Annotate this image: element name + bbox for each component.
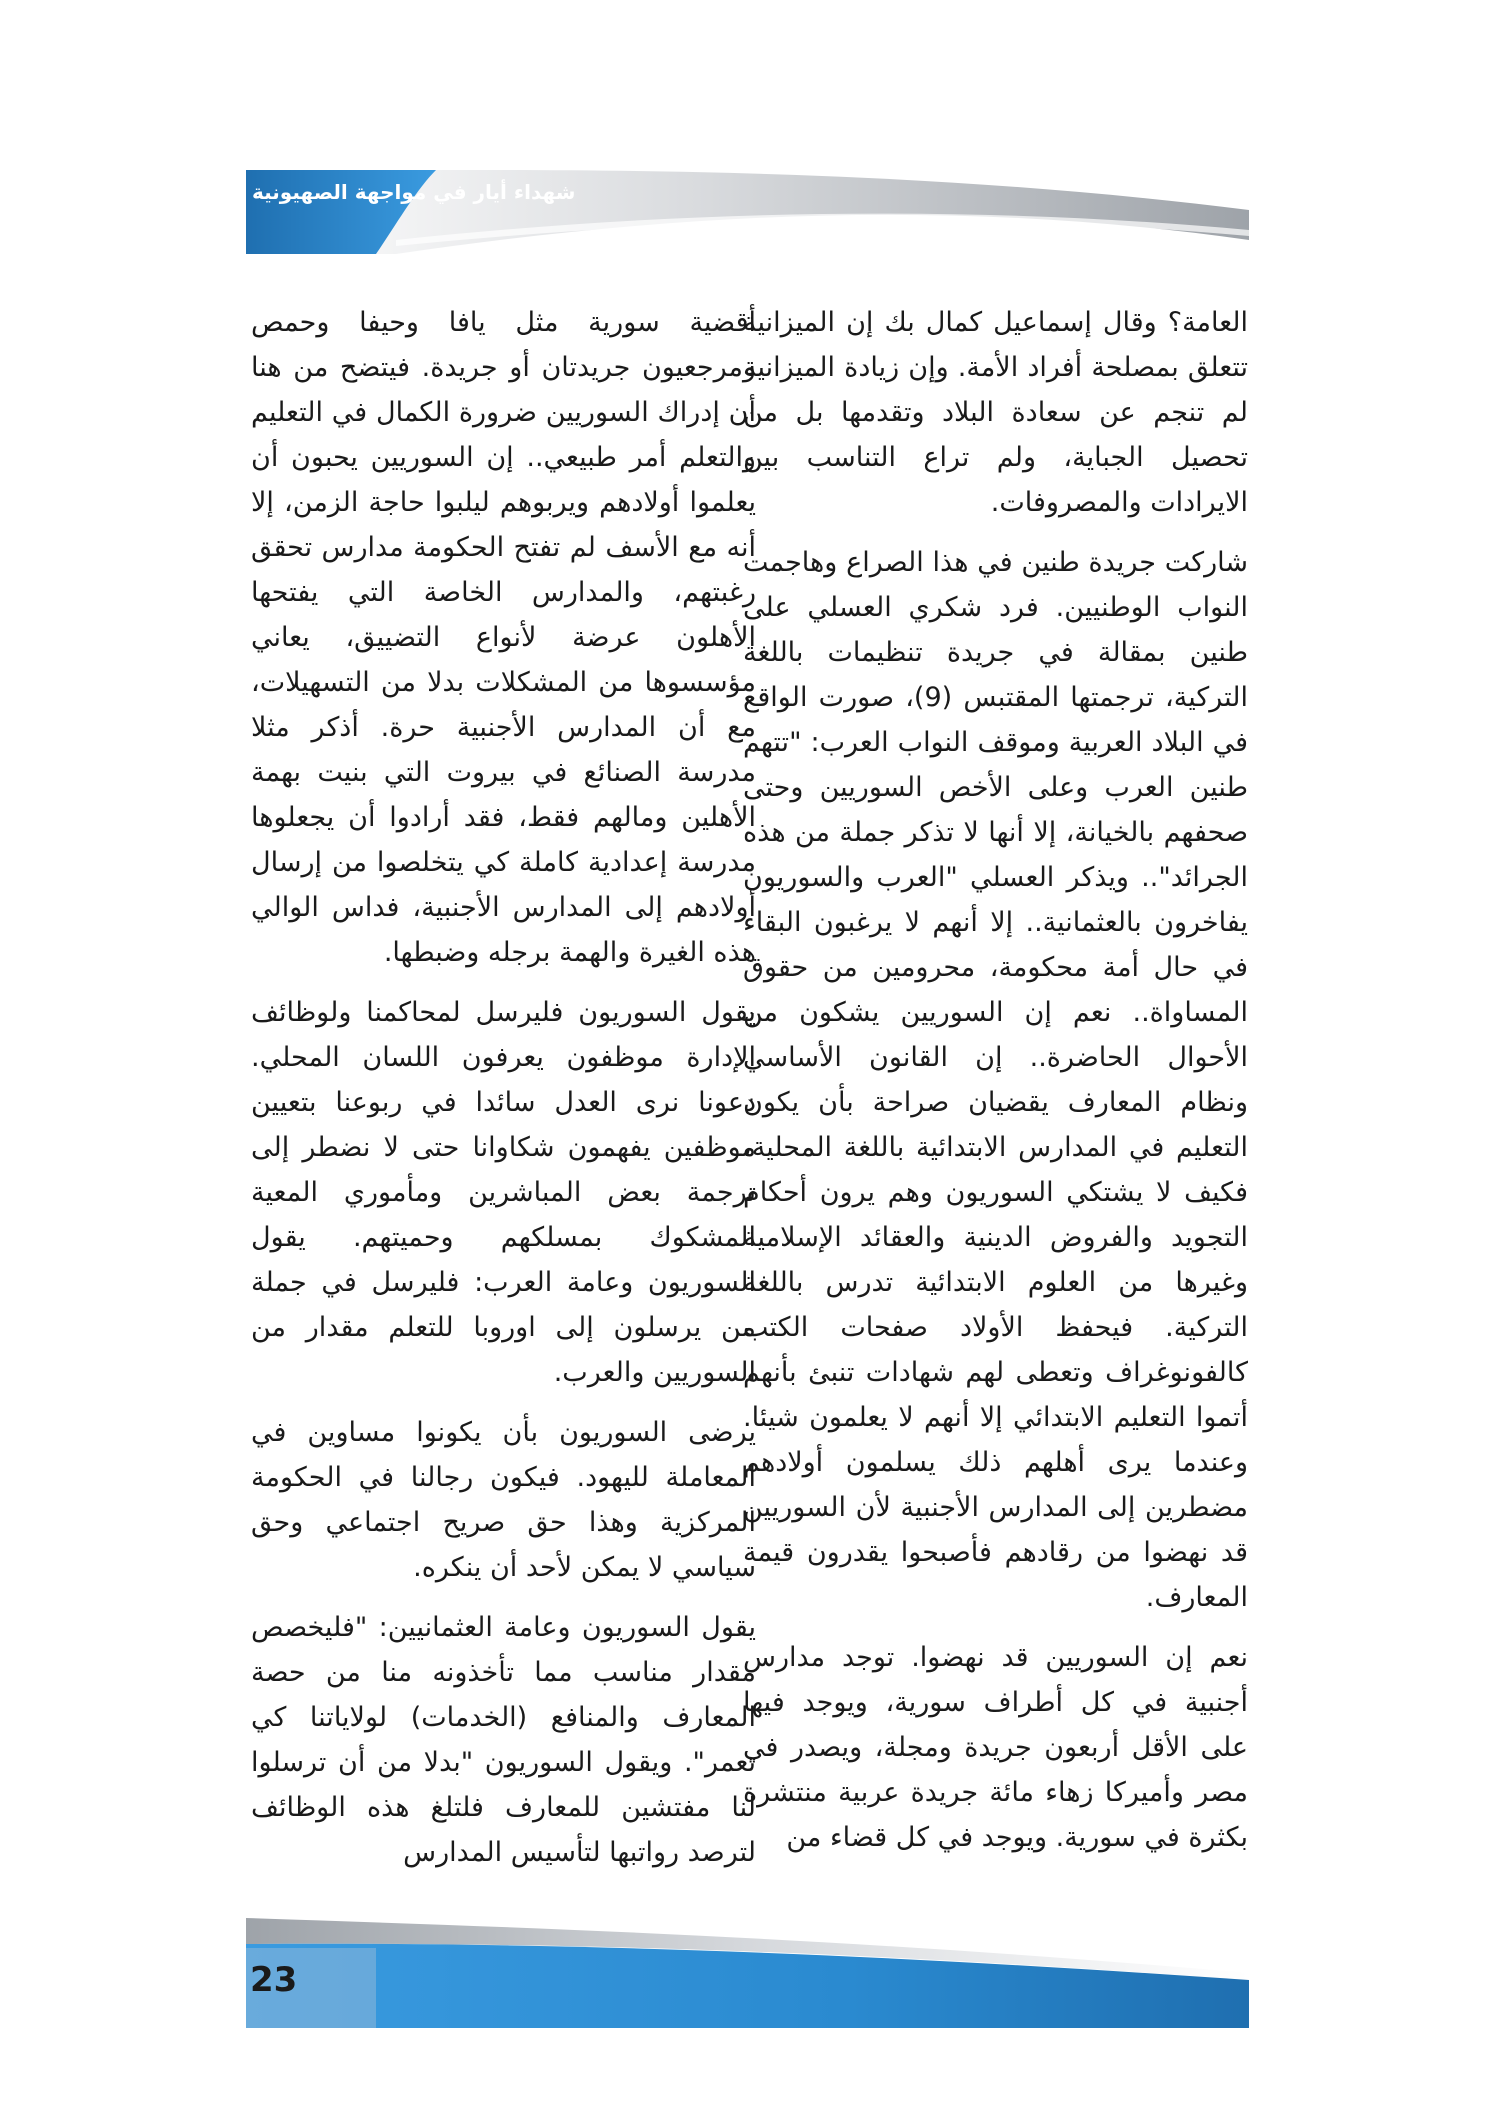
paragraph: نعم إن السوريين قد نهضوا. توجد مدارس أجنبية في كل أطراف سورية، ويوجد فيها على الأقل أربعون جريدة ومجلة، ويصدر في مصر وأميركا زهاء مائة جريدة عربية منتشرة بكثرة في سورية. ويوجد في كل قضاء من bbox=[743, 1642, 1248, 1853]
paragraph: يقول السوريون وعامة العثمانيين: "فليخصص مقدار مناسب مما تأخذونه منا من حصة المعارف والمنافع (الخدمات) لولاياتنا كي تعمر". ويقول السوريون "بدلا من أن ترسلوا لنا مفتشين للمعارف فلتلغ هذه الوظائف لترصد رواتبها لتأسيس المدارس bbox=[251, 1612, 756, 1868]
paragraph: يقول السوريون فليرسل لمحاكمنا ولوظائف الإدارة موظفون يعرفون اللسان المحلي. دعونا نرى العدل سائدا في ربوعنا بتعيين موظفين يفهمون شكاوانا حتى لا نضطر إلى ترجمة بعض المباشرين ومأموري المعية المشكوك بمسلكهم وحميتهم. يقول السوريون وعامة العرب: فليرسل في جملة من يرسلون إلى اوروبا للتعلم مقدار من السوريين والعرب. bbox=[251, 997, 756, 1388]
footer-swoosh-graphic bbox=[246, 1918, 1249, 2028]
paragraph: العامة؟ وقال إسماعيل كمال بك إن الميزانية تتعلق بمصلحة أفراد الأمة. وإن زيادة الميزانية لم تنجم عن سعادة البلاد وتقدمها بل من تحصيل الجباية، ولم تراع التناسب بين الايرادات والمصروفات. bbox=[743, 307, 1248, 518]
paragraph: يرضى السوريون بأن يكونوا مساوين في المعاملة لليهود. فيكون رجالنا في الحكومة المركزية وهذا حق صريح اجتماعي وحق سياسي لا يمكن لأحد أن ينكره. bbox=[251, 1417, 756, 1583]
paragraph: أقضية سورية مثل يافا وحيفا وحمص ومرجعيون جريدتان أو جريدة. فيتضح من هنا أن إدراك السوريين ضرورة الكمال في التعليم والتعلم أمر طبيعي.. إن السوريين يحبون أن يعلموا أولادهم ويربوهم ليلبوا حاجة الزمن، إلا أنه مع الأسف لم تفتح الحكومة مدارس تحقق رغبتهم، والمدارس الخاصة التي يفتحها الأهلون عرضة لأنواع التضييق، يعاني مؤسسوها من المشكلات بدلا من التسهيلات، مع أن المدارس الأجنبية حرة. أذكر مثلا مدرسة الصنائع في بيروت التي بنيت بهمة الأهلين ومالهم فقط، فقد أرادوا أن يجعلوها مدرسة إعدادية كاملة كي يتخلصوا من إرسال أولادهم إلى المدارس الأجنبية، فداس الوالي هذه الغيرة والهمة برجله وضبطها. bbox=[251, 307, 756, 968]
paragraph: شاركت جريدة طنين في هذا الصراع وهاجمت النواب الوطنيين. فرد شكري العسلي على طنين بمقالة في جريدة تنظيمات باللغة التركية، ترجمتها المقتبس (9)، صورت الواقع في البلاد العربية وموقف النواب العرب: "تتهم طنين العرب وعلى الأخص السوريين وحتى صحفهم بالخيانة، إلا أنها لا تذكر جملة من هذه الجرائد".. ويذكر العسلي "العرب والسوريون يفاخرون بالعثمانية.. إلا أنهم لا يرغبون البقاء في حال أمة محكومة، محرومين من حقوق المساواة.. نعم إن السوريين يشكون من الأحوال الحاضرة.. إن القانون الأساسي ونظام المعارف يقضيان صراحة بأن يكون التعليم في المدارس الابتدائية باللغة المحلية، فكيف لا يشتكي السوريون وهم يرون أحكام التجويد والفروض الدينية والعقائد الإسلامية وغيرها من العلوم الابتدائية تدرس باللغة التركية. فيحفظ الأولاد صفحات الكتب كالفونوغراف وتعطى لهم شهادات تنبئ بأنهم أتموا التعليم الابتدائي إلا أنهم لا يعلمون شيئا. وعندما يرى أهلهم ذلك يسلمون أولادهم مضطرين إلى المدارس الأجنبية لأن السوريين قد نهضوا من رقادهم فأصبحوا يقدرون قيمة المعارف. bbox=[743, 547, 1248, 1613]
article-column-left bbox=[251, 300, 756, 1890]
article-column-right bbox=[743, 300, 1248, 1875]
page-number: 23 bbox=[250, 1960, 298, 2000]
footer-band bbox=[246, 1918, 1249, 2028]
header-title: شهداء أيار في مواجهة الصهيونية bbox=[252, 180, 576, 204]
